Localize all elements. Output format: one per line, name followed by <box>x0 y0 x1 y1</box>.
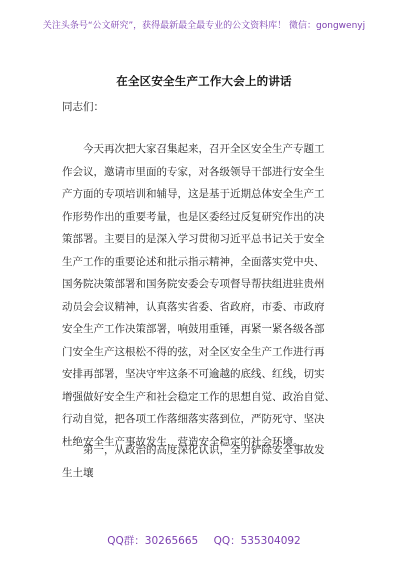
paragraph-line: 生土壤 <box>62 466 94 479</box>
paragraph-line: 今天再次把大家召集起来，召开全区安全生产专题工 <box>62 143 325 155</box>
paragraph-line: 策部署。主要目的是深入学习贯彻习近平总书记关于安全 <box>62 233 325 245</box>
paragraph-line: 安排再部署，坚决守牢这条不可逾越的底线、红线，切实 <box>62 368 325 380</box>
footer-contact <box>0 533 408 548</box>
paragraph-line: 增强做好安全生产和社会稳定工作的思想自觉、政治自觉、 <box>62 390 335 403</box>
body-paragraph-2 <box>62 439 325 484</box>
paragraph-line: 行动自觉，把各项工作落细落实落到位，严防死守、坚决 <box>62 413 325 425</box>
body-paragraph-1 <box>62 138 335 453</box>
paragraph-line: 生产工作的重要论述和批示指示精神，全面落实党中央、 <box>62 255 325 268</box>
paragraph-line: 作会议，邀请市里面的专家，对各级领导干部进行安全生 <box>62 165 325 178</box>
paragraph-line: 门安全生产这根松不得的弦，对全区安全生产工作进行再 <box>62 345 325 358</box>
promo-banner: 关注头条号“公文研究”，获得最新最全最专业的公文资料库！ 微信：gongwenyj <box>42 21 366 31</box>
paragraph-line: 安全生产工作决策部署，响鼓用重锤，再紧一紧各级各部 <box>62 323 325 335</box>
page-title: 在全区安全生产工作大会上的讲话 <box>116 74 292 88</box>
footer-qq: QQ：535304092 <box>213 535 301 547</box>
paragraph-line: 产方面的专项培训和辅导，这是基于近期总体安全生产工 <box>62 188 325 200</box>
paragraph-line: 动员会会议精神，认真落实省委、省政府，市委、市政府 <box>62 300 325 313</box>
footer-qq-group: QQ群：30265665 <box>107 535 199 547</box>
paragraph-line: 国务院决策部署和国务院安委会专项督导帮扶组进驻贵州 <box>62 278 325 290</box>
paragraph-line: 第一，从政治的高度深化认识，全力铲除安全事故发 <box>62 444 325 456</box>
paragraph-line: 作形势作出的重要考量，也是区委经过反复研究作出的决 <box>62 210 325 223</box>
salutation: 同志们： <box>62 101 104 113</box>
paragraph-line: 杜绝安全生产事故发生，营造安全稳定的社会环境。 <box>62 435 304 448</box>
